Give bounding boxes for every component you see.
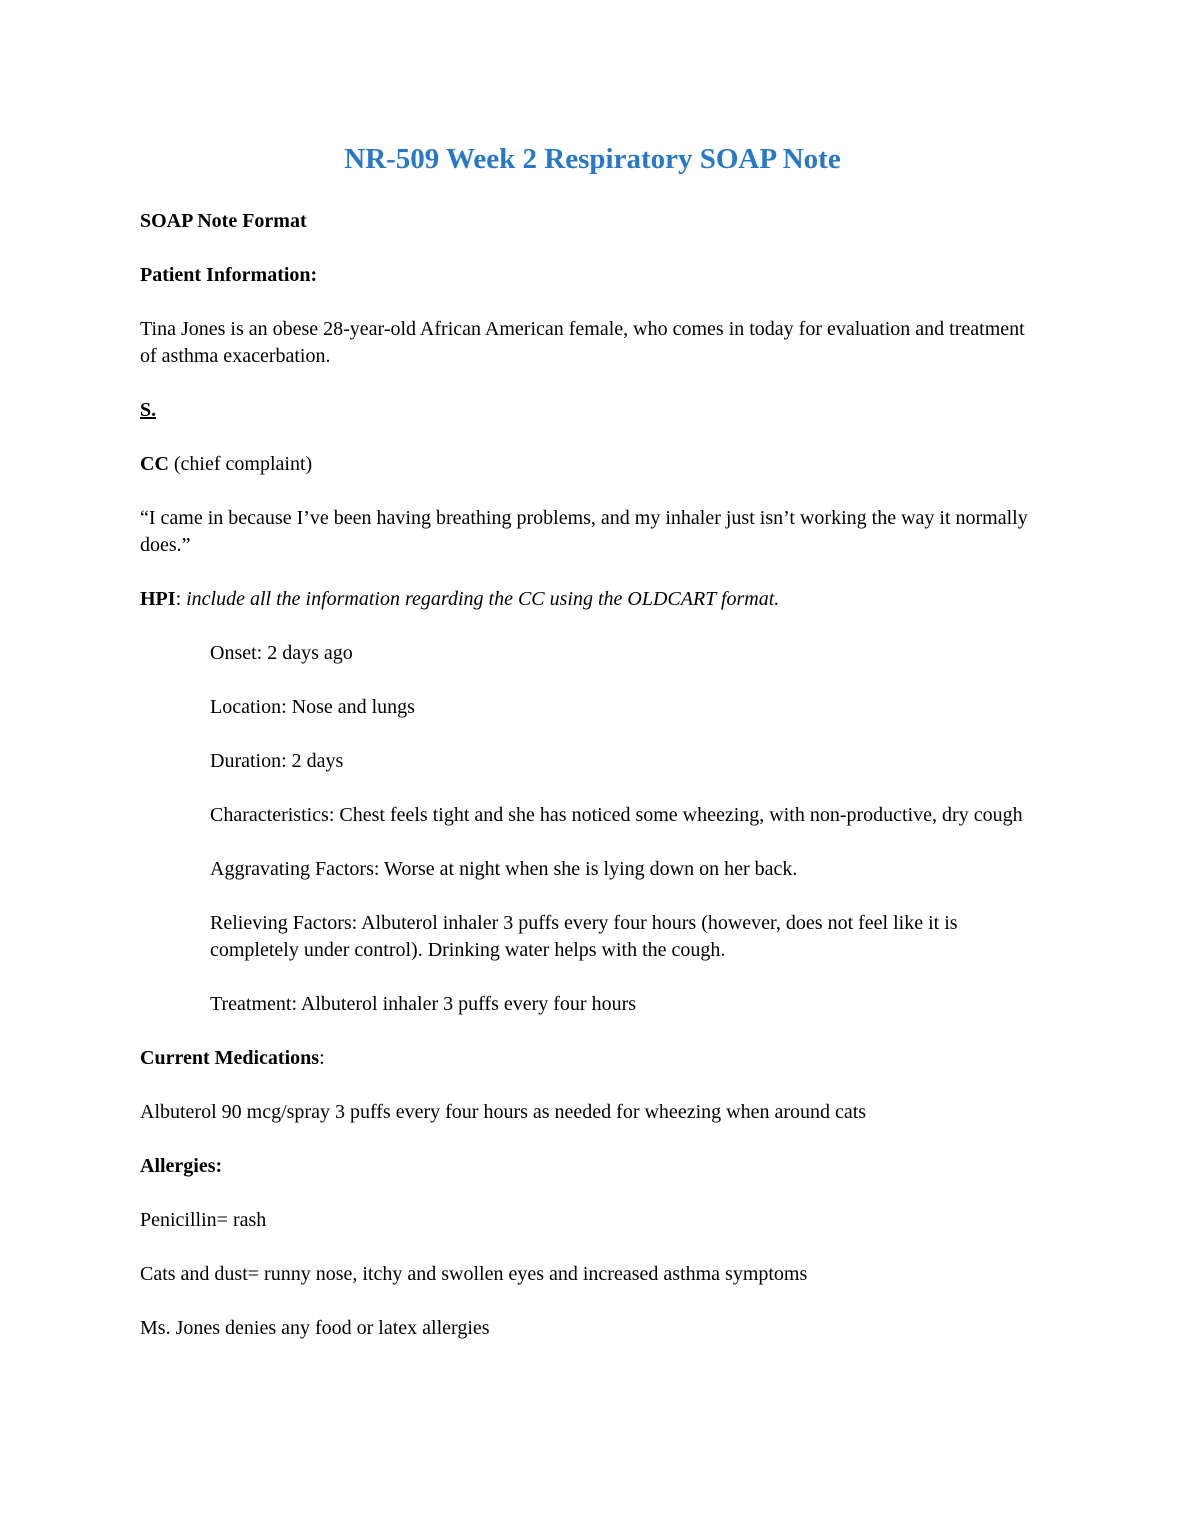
chief-complaint-quote: “I came in because I’ve been having breathing problems, and my inhaler just isn’t working the way it normally does.” [140, 507, 1028, 556]
subjective-section-heading: S. [140, 399, 157, 421]
chief-complaint-line [140, 451, 1045, 478]
chief-complaint-suffix: (chief complaint) [168, 453, 313, 475]
chief-complaint-label: CC [140, 453, 169, 475]
hpi-instruction: include all the information regarding the CC using the OLDCART format. [186, 588, 780, 610]
hpi-item-onset: Onset: 2 days ago [210, 642, 353, 664]
allergies-heading: Allergies: [140, 1155, 223, 1177]
hpi-item-aggravating-factors: Aggravating Factors: Worse at night when she is lying down on her back. [210, 858, 798, 880]
current-medications-colon: : [319, 1047, 325, 1069]
patient-information-body: Tina Jones is an obese 28-year-old African American female, who comes in today for evaluation and treatment of asthma exacerbation. [140, 318, 1025, 367]
patient-information-heading: Patient Information: [140, 264, 318, 286]
hpi-line [140, 586, 1045, 613]
hpi-item-characteristics: Characteristics: Chest feels tight and she has noticed some wheezing, with non-productive, dry cough [210, 804, 1023, 826]
allergy-item-penicillin: Penicillin= rash [140, 1209, 267, 1231]
soap-note-format-heading: SOAP Note Format [140, 210, 307, 232]
hpi-colon: : [175, 588, 187, 610]
hpi-item-duration: Duration: 2 days [210, 750, 344, 772]
allergy-item-cats-dust: Cats and dust= runny nose, itchy and swollen eyes and increased asthma symptoms [140, 1263, 808, 1285]
current-medications-heading [140, 1045, 1045, 1072]
hpi-label: HPI [140, 588, 176, 610]
current-medications-label: Current Medications [140, 1047, 320, 1069]
hpi-item-treatment: Treatment: Albuterol inhaler 3 puffs every four hours [210, 993, 637, 1015]
hpi-item-location: Location: Nose and lungs [210, 696, 415, 718]
allergy-item-denies: Ms. Jones denies any food or latex allergies [140, 1317, 490, 1339]
current-medications-body: Albuterol 90 mcg/spray 3 puffs every four hours as needed for wheezing when around cats [140, 1101, 867, 1123]
hpi-item-relieving-factors: Relieving Factors: Albuterol inhaler 3 puffs every four hours (however, does not feel like it is completely under control). Drinking water helps with the cough. [210, 912, 958, 961]
document-title: NR-509 Week 2 Respiratory SOAP Note [344, 143, 841, 175]
